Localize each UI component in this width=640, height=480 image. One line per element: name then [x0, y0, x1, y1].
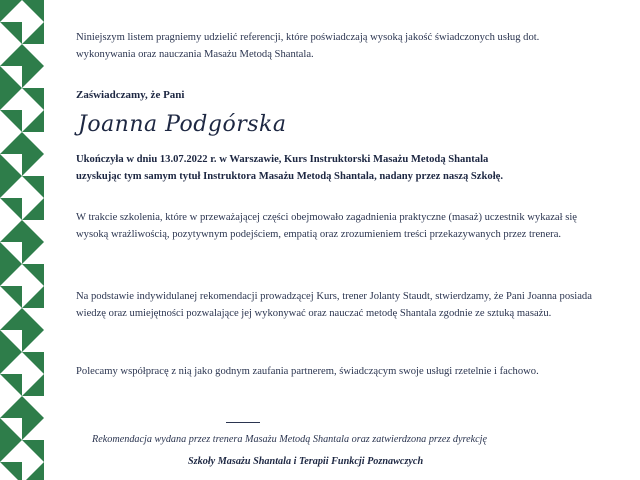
border-triangle	[0, 154, 22, 176]
footer-note: Rekomendacja wydana przez trenera Masażu Metodą Shantala oraz zatwierdzona przez dyrekcję	[92, 434, 487, 445]
border-triangle	[0, 198, 22, 220]
border-triangle	[0, 132, 22, 154]
border-triangle	[22, 396, 44, 418]
border-triangle	[22, 264, 44, 286]
border-triangle	[0, 22, 22, 44]
border-triangle	[22, 220, 44, 242]
border-triangle	[0, 330, 22, 352]
signature-divider	[226, 422, 260, 423]
border-triangle	[0, 440, 22, 462]
border-triangle	[22, 418, 44, 440]
border-triangle	[22, 44, 44, 66]
border-triangle	[22, 110, 44, 132]
border-triangle	[0, 462, 22, 480]
border-triangle	[0, 220, 22, 242]
border-triangle	[22, 88, 44, 110]
border-triangle	[0, 352, 22, 374]
border-triangle	[22, 352, 44, 374]
border-triangle	[22, 330, 44, 352]
border-triangle	[0, 66, 22, 88]
border-triangle	[22, 374, 44, 396]
border-triangle	[0, 286, 22, 308]
border-triangle	[0, 396, 22, 418]
completion-line-2: uzyskując tym samym tytuł Instruktora Masażu Metodą Shantala, nadany przez naszą Szkołę.	[76, 171, 503, 182]
border-triangle	[0, 374, 22, 396]
border-triangle	[22, 22, 44, 44]
cooperation-paragraph: Polecamy współpracę z nią jako godnym zaufania partnerem, świadczącym swoje usługi rzetelnie i fachowo.	[76, 366, 539, 377]
border-triangle	[22, 176, 44, 198]
border-triangle	[22, 154, 44, 176]
border-triangle	[22, 462, 44, 480]
border-triangle	[0, 308, 22, 330]
completion-line-1: Ukończyła w dniu 13.07.2022 r. w Warszawie, Kurs Instruktorski Masażu Metodą Shantala	[76, 154, 489, 165]
decorative-border	[0, 0, 44, 480]
completion-paragraph	[76, 151, 616, 185]
border-triangle	[0, 418, 22, 440]
attest-label: Zaświadczamy, że Pani	[76, 89, 185, 101]
border-triangle	[0, 88, 22, 110]
border-triangle	[0, 0, 22, 22]
recipient-name: Joanna Podgórska	[78, 112, 287, 137]
border-triangle	[22, 132, 44, 154]
border-triangle	[0, 242, 22, 264]
border-triangle	[22, 286, 44, 308]
border-triangle	[22, 0, 44, 22]
border-triangle	[22, 198, 44, 220]
intro-paragraph: Niniejszym listem pragniemy udzielić referencji, które poświadczają wysoką jakość świadczonych usług dot. wykonywania oraz nauczania Masażu Metodą Shantala.	[76, 32, 540, 60]
footer-school: Szkoły Masażu Shantala i Terapii Funkcji Poznawczych	[188, 456, 424, 467]
training-paragraph: W trakcie szkolenia, które w przeważającej części obejmowało zagadnienia praktyczne (masaż) uczestnik wykazał się wysoką wrażliwością, pozytywnym podejściem, empatią oraz zrozumieniem treści przekazywanych przez trenera.	[76, 212, 577, 240]
border-triangle	[0, 264, 22, 286]
border-triangle	[22, 308, 44, 330]
border-triangle	[22, 440, 44, 462]
border-triangle	[0, 176, 22, 198]
recommendation-paragraph: Na podstawie indywidulanej rekomendacji prowadzącej Kurs, trener Jolanty Staudt, stwierdzamy, że Pani Joanna posiada wiedzę oraz umiejętności pozwalające jej wykonywać oraz nauczać metodę Shantala zgodnie ze sztuką masażu.	[76, 291, 592, 319]
border-triangle	[22, 66, 44, 88]
border-triangle	[0, 44, 22, 66]
border-triangle	[22, 242, 44, 264]
border-triangle	[0, 110, 22, 132]
